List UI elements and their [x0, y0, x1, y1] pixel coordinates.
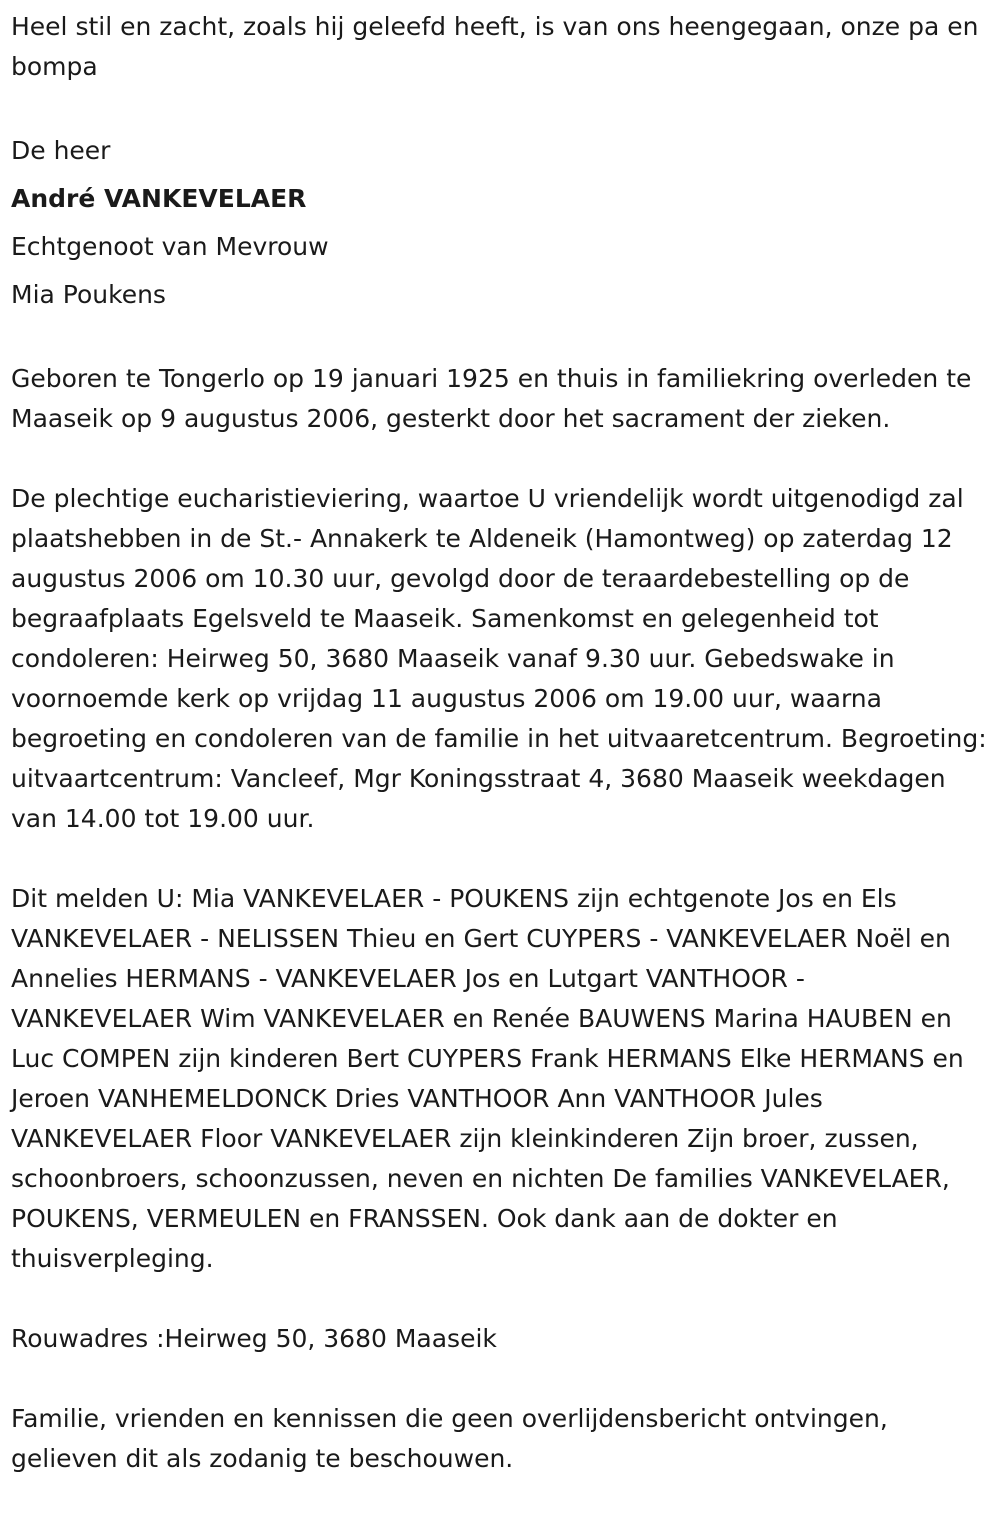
title-text: De heer	[11, 136, 111, 165]
closing-text: Familie, vrienden en kennissen die geen overlijdensbericht ontvingen, gelieven dit als zodanig te beschouwen.	[11, 1404, 888, 1473]
mourning-address: Rouwadres :Heirweg 50, 3680 Maaseik	[11, 1324, 497, 1353]
spacer	[11, 1359, 990, 1399]
deceased-name: André VANKEVELAER	[11, 184, 307, 213]
family-text: Dit melden U: Mia VANKEVELAER - POUKENS zijn echtgenote Jos en Els VANKEVELAER - NELISSEN Thieu en Gert CUYPERS - VANKEVELAER Noël en Annelies HERMANS - VANKEVELAER Jos en Lutgart VANTHOOR - VANKEVELAER Wim VANKEVELAER en Renée BAUWENS Marina HAUBEN en Luc COMPEN zijn kinderen Bert CUYPERS Frank HERMANS Elke HERMANS en Jeroen VANHEMELDONCK Dries VANTHOOR Ann VANTHOOR Jules VANKEVELAER Floor VANKEVELAER zijn kleinkinderen Zijn broer, zussen, schoonbroers, schoonzussen, neven en nichten De families VANKEVELAER, POUKENS, VERMEULEN en FRANSSEN. Ook dank aan de dokter en thuisverpleging.	[11, 884, 964, 1273]
spouse-label: Echtgenoot van Mevrouw	[11, 232, 329, 261]
ceremony-text: De plechtige eucharistieviering, waartoe U vriendelijk wordt uitgenodigd zal plaatshebben in de St.- Annakerk te Aldeneik (Hamontweg) op zaterdag 12 augustus 2006 om 10.30 uur, gevolgd door de teraardebestelling op de begraafplaats Egelsveld te Maaseik. Samenkomst en gelegenheid tot condoleren: Heirweg 50, 3680 Maaseik vanaf 9.30 uur. Gebedswake in voornoemde kerk op vrijdag 11 augustus 2006 om 19.00 uur, waarna begroeting en condoleren van de familie in het uitvaaretcentrum. Begroeting: uitvaartcentrum: Vancleef, Mgr Koningsstraat 4, 3680 Maaseik weekdagen van 14.00 tot 19.00 uur.	[11, 484, 987, 833]
spacer	[11, 87, 990, 127]
spacer	[11, 1279, 990, 1319]
spouse-name: Mia Poukens	[11, 280, 166, 309]
spacer	[11, 439, 990, 479]
spacer	[11, 319, 990, 359]
spacer	[11, 839, 990, 879]
intro-text: Heel stil en zacht, zoals hij geleefd heeft, is van ons heengegaan, onze pa en bompa	[11, 12, 979, 81]
birth-death-text: Geboren te Tongerlo op 19 januari 1925 en thuis in familiekring overleden te Maaseik op 9 augustus 2006, gesterkt door het sacrament der zieken.	[11, 364, 972, 433]
